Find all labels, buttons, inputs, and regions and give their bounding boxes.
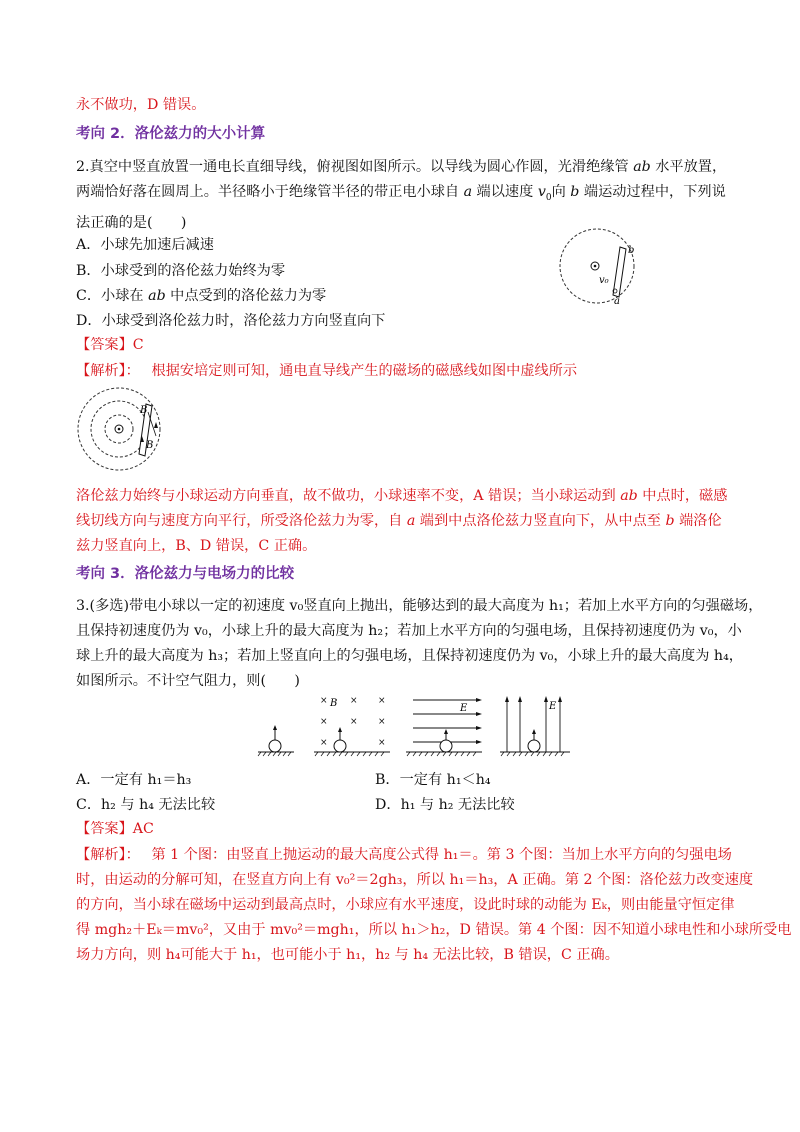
svg-text:×: × xyxy=(320,738,328,748)
label-a: a xyxy=(614,296,620,307)
svg-text:×: × xyxy=(350,717,358,727)
label-E-horizontal: E xyxy=(460,703,468,714)
label-E-vertical: E xyxy=(549,701,557,712)
figure-field-lines xyxy=(74,386,184,476)
svg-text:×: × xyxy=(350,696,358,706)
svg-text:×: × xyxy=(320,717,328,727)
svg-text:×: × xyxy=(378,696,386,706)
q3-explanation: 【解析】： 第 1 个图：由竖直上抛运动的最大高度公式得 h₁＝。第 3 个图：当加上水平方向的匀强电场 时，由运动的分解可知，在竖直方向上有 v₀²＝2gh₃，所以 h₁＝h₃，A 正确。第 2 个图：洛伦兹力改变速度 的方向，当小球在磁场中运动到最高点时，小球应有水平速度，设此时球的动能为 Eₖ，则由能量守恒定律 得 mgh₂＋Eₖ＝mv₀²，又由于 mv₀²＝mgh₁，所以 h₁＞h₂，D 错误。第 4 个图：因不知道小球电性和小球所受电 场力方向，则 h₄可能大于 h₁，也可能小于 h₁，h₂ 与 h₄ 无法比较，B 错误，C 正确。 xyxy=(76,847,792,963)
figure-four-setups xyxy=(258,692,588,762)
label-B-field: B xyxy=(330,698,338,709)
label-b: b xyxy=(628,245,635,256)
q3-option-d: D．h₁ 与 h₂ 无法比较 xyxy=(375,797,515,813)
label-v0: v₀ xyxy=(599,275,609,286)
q2-option-a: A．小球先加速后减速 xyxy=(76,237,214,253)
q2-analysis-intro: 【解析】： 根据安培定则可知，通电直导线产生的磁场的磁感线如图中虚线所示 xyxy=(76,363,578,379)
question-2-stem: 2.真空中竖直放置一通电长直细导线，俯视图如图所示。以导线为圆心作圆，光滑绝缘管 ab 水平放置，两端恰好落在圆周上。半径略小于绝缘管半径的带正电小球自 a 端以速度 $v_0$向 b 端运动过程中，下列说法正确的是( ) xyxy=(76,159,727,231)
q2-option-b: B．小球受到的洛伦兹力始终为零 xyxy=(76,263,286,279)
section-heading-2: 考向 2．洛伦兹力的大小计算 xyxy=(76,126,266,142)
section-heading-3: 考向 3．洛伦兹力与电场力的比较 xyxy=(76,566,295,582)
q2-explanation: 洛伦兹力始终与小球运动方向垂直，故不做功，小球速率不变，A 错误；当小球运动到 ab 中点时，磁感线切线方向与速度方向平行，所受洛伦兹力为零，自 a 端到中点洛伦兹力竖直向下，从中点至 b 端洛伦兹力竖直向上，B、D 错误，C 正确。 xyxy=(76,488,728,554)
svg-text:×: × xyxy=(378,717,386,727)
svg-text:×: × xyxy=(378,738,386,748)
label-B-upper: B xyxy=(140,405,148,416)
q2-option-d: D．小球受到洛伦兹力时，洛伦兹力方向竖直向下 xyxy=(76,313,386,329)
q3-option-c: C．h₂ 与 h₄ 无法比较 xyxy=(76,797,216,813)
q2-answer: 【答案】C xyxy=(76,337,144,353)
q3-answer: 【答案】AC xyxy=(76,821,154,837)
figure-circle-tube xyxy=(558,227,638,307)
svg-text:×: × xyxy=(320,696,328,706)
q3-option-b: B．一定有 h₁＜h₄ xyxy=(375,772,491,788)
label-B-lower: B xyxy=(146,440,154,451)
continuation-line: 永不做功，D 错误。 xyxy=(76,97,206,113)
q2-option-c: C．小球在 ab 中点受到的洛伦兹力为零 xyxy=(76,288,327,304)
q3-option-a: A．一定有 h₁＝h₃ xyxy=(76,772,192,788)
question-3-stem: 3.(多选)带电小球以一定的初速度 v₀竖直向上抛出，能够达到的最大高度为 h₁；若加上水平方向的匀强磁场， 且保持初速度仍为 v₀，小球上升的最大高度为 h₂；若加上水平方向的匀强电场，且保持初速度仍为 v₀，小 球上升的最大高度为 h₃；若加上竖直向上的匀强电场，且保持初速度仍为 v₀，小球上升的最大高度为 h₄， 如图所示。不计空气阻力，则( ) xyxy=(76,598,763,689)
